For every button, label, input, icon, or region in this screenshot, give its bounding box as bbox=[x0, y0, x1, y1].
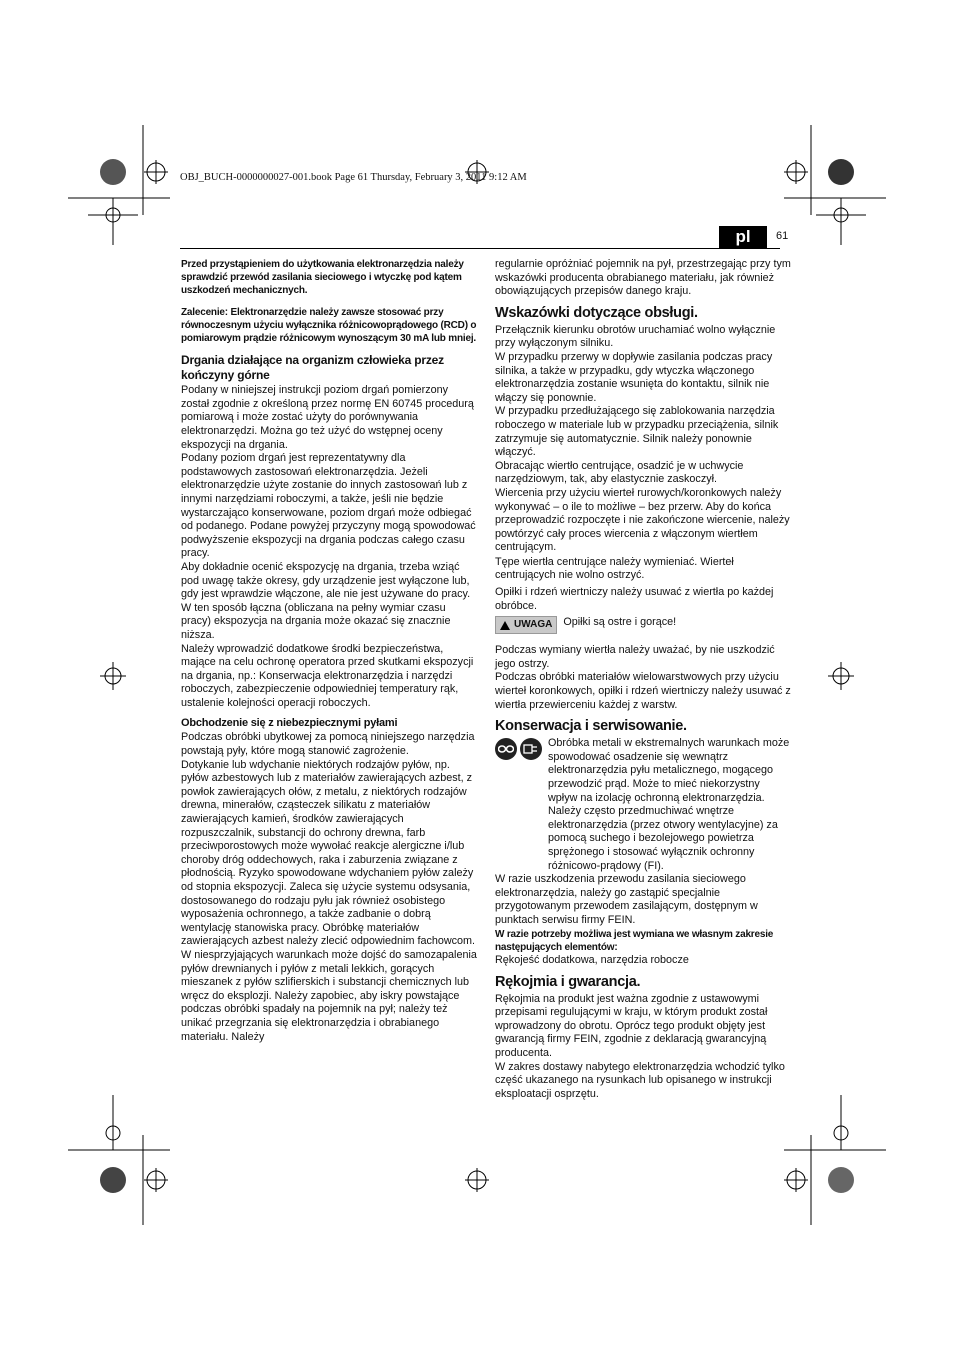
vibration-paragraph: Podany w niniejszej instrukcji poziom drgań pomierzony został zgodnie z określoną przez normę EN 60745 procedurą pomiarową i może zostać użyty do porównywania elektronarzędzi. Można go też użyć do wstępnej oceny ekspozycji na drgania. bbox=[181, 384, 474, 451]
operation-paragraph: Przełącznik kierunku obrotów uruchamiać wolno wyłącznie przy wyłączonym silniku. bbox=[495, 323, 776, 350]
operation-paragraph: Obracając wiertło centrujące, osadzić je w uchwycie narzędziowym, tak, aby elastycznie zaskoczył. bbox=[495, 459, 744, 486]
warning-text: Opiłki są ostre i gorące! bbox=[563, 616, 677, 629]
safety-note-cable: Przed przystąpieniem do użytkowania elektronarzędzia należy sprawdzić przewód zasilania sieciowego i wtyczkę pod kątem uszkodzeń mechanicznych. bbox=[181, 259, 464, 297]
heading-dust: Obchodzenie się z niebezpiecznymi pyłami bbox=[181, 717, 398, 730]
service-replaceable-parts: W razie potrzeby możliwa jest wymiana we własnym zakresie następujących elementów: bbox=[495, 928, 774, 953]
left-column bbox=[181, 258, 477, 1044]
warning-badge bbox=[495, 616, 557, 634]
eye-protection-icon bbox=[495, 738, 517, 760]
header-rule bbox=[180, 248, 780, 249]
service-parts-list: Rękojeść dodatkowa, narzędzia robocze bbox=[495, 953, 689, 966]
warning-label: UWAGA bbox=[514, 619, 553, 631]
dust-paragraph: W niesprzyjających warunkach może dojść do samozapalenia pyłów drewnianych i pyłów z metali lekkich, gorących mieszanek z pyłów szlifierskich i substancji chemicznych lub wręcz do eksplozji. Należy zapobiec, aby iskry powstające podczas obróbki spadały na pojemnik na pył; należy też unikać przegrzania się elektronarzędzia i obrabianego materiału. Należy bbox=[181, 948, 477, 1043]
warranty-paragraph: Rękojmia na produkt jest ważna zgodnie z ustawowymi przepisami regulującymi w kraju, w którym produkt został wprowadzony do obrotu. Oprócz tego produkt objęty jest gwarancją firmy FEIN, zgodnie z deklaracją gwarancyjną producenta. bbox=[495, 992, 768, 1059]
dust-paragraph: Podczas obróbki ubytkowej za pomocą niniejszego narzędzia powstają pyły, które mogą stanowić zagrożenie. bbox=[181, 731, 475, 758]
service-icon-row bbox=[495, 737, 791, 873]
vibration-paragraph: Należy wprowadzić dodatkowe środki bezpieczeństwa, mające na celu ochronę operatora przed skutkami ekspozycji na drgania, np.: Konserwacja elektronarzędzia i narzędzi roboczych, zabezpieczenie odpowiedniej temperatury rąk, ustalenie kolejności operacji roboczych. bbox=[181, 642, 474, 709]
heading-operation: Wskazówki dotyczące obsługi. bbox=[495, 304, 698, 321]
vibration-paragraph: Podany poziom drgań jest reprezentatywny dla podstawowych zastosowań elektronarzędzia. Jeżeli elektronarzędzie użyte zostanie do innych zastosowań lub z innymi narzędziami roboczymi, a także, jeśli nie będzie wystarczająco konserwowane, poziom drgań może odbiegać od podanego. Podane powyżej przyczyny mogą spowodować podwyższenie ekspozycji na drgania podczas całego czasu pracy. bbox=[181, 452, 476, 560]
warning-triangle-icon bbox=[500, 621, 510, 630]
print-header: OBJ_BUCH-0000000027-001.book Page 61 Thursday, February 3, 2011 9:12 AM bbox=[180, 172, 527, 183]
operation-paragraph: Wiercenia przy użyciu wierteł rurowych/koronkowych należy wykonywać – o ile to możliwe – bez przerw. Aby do końca przeprowadzić rozpoczęte i nie zakończone wiercenie, należy powtórzyć cały proces wiercenia z włączonym wiertłem centrującym. bbox=[495, 486, 790, 554]
safety-note-rcd: Zalecenie: Elektronarzędzie należy zawsze stosować przy równoczesnym użyciu wyłącznika różnicowoprądowego (RCD) o pomiarowym prądzie różnicowym wynoszącym 30 mA lub mniej. bbox=[181, 306, 477, 345]
warranty-paragraph: W zakres dostawy nabytego elektronarzędzia wchodzić tylko część ukazanego na rysunkach lub opisanego w instrukcji eksploatacji osprzętu. bbox=[495, 1060, 785, 1100]
operation-paragraph: Tępe wiertła centrujące należy wymieniać. Wierteł centrujących nie wolno ostrzyć. bbox=[495, 555, 734, 582]
warning-row bbox=[495, 616, 791, 634]
rcd-plug-icon bbox=[520, 738, 542, 760]
operation-paragraph: Podczas wymiany wiertła należy uważać, by nie uszkodzić jego ostrzy. bbox=[495, 644, 775, 670]
heading-service: Konserwacja i serwisowanie. bbox=[495, 718, 687, 735]
operation-paragraph: W przypadku przerwy w dopływie zasilania podczas pracy silnika, a także w przypadku, gdy wtyczka włączonego elektronarzędzia zostanie wsunięta do kontaktu, silnik nie włączy się ponownie. bbox=[495, 350, 773, 404]
vibration-paragraph: Aby dokładnie ocenić ekspozycję na drgania, trzeba wziąć pod uwagę także okresy, gdy urządzenie jest wyłączone lub, gdy jest wprawdzie włączone, ale nie jest używane do pracy. W ten sposób łączna (obliczana na pełny wymiar czasu pracy) ekspozycja na drgania może okazać się znacznie niższa. bbox=[181, 560, 471, 641]
service-paragraph: Obróbka metali w ekstremalnych warunkach może spowodować osadzenie się wewnątrz elektronarzędzia pyłu metalicznego, mogącego przewodzić prąd. Może to mieć niekorzystny wpływ na izolację ochronną elektronarzędzia. Należy często przedmuchiwać wnętrze elektronarzędzia (przez otwory wentylacyjne) za pomocą suchego i bezolejowego powietrza sprężonego i stosować wyłącznik ochronny różnicowo-prądowy (FI). bbox=[548, 737, 790, 872]
operation-paragraph: W przypadku przedłużającego się zablokowania narzędzia roboczego w materiale lub w przypadku przeciążenia, silnik zatrzymuje się automatycznie. Silnik należy ponownie włączyć. bbox=[495, 405, 779, 459]
operation-paragraph: Podczas obróbki materiałów wielowarstwowych przy użyciu wierteł koronkowych, opiłki i rdzeń wiertniczy należy usuwać z wiertła przewierceniu każdej z warstw. bbox=[495, 671, 791, 711]
operation-paragraph: Opiłki i rdzeń wiertniczy należy usuwać z wiertła po każdej obróbce. bbox=[495, 586, 774, 612]
dust-continuation: regularnie opróżniać pojemnik na pył, przestrzegając przy tym wskazówki producenta obrabianego materiału, jak również obowiązujących przepisów danego kraju. bbox=[495, 258, 791, 298]
heading-vibration: Drgania działające na organizm człowieka przez kończyny górne bbox=[181, 353, 444, 382]
heading-warranty: Rękojmia i gwarancja. bbox=[495, 973, 641, 990]
language-badge: pl bbox=[719, 226, 767, 248]
right-column bbox=[495, 258, 791, 1101]
page-number: 61 bbox=[776, 230, 789, 242]
service-paragraph: W razie uszkodzenia przewodu zasilania sieciowego elektronarzędzia, należy go zastąpić specjalnie przygotowanym przewodem zasilającym, dostępnym w punktach serwisu firmy FEIN. bbox=[495, 873, 758, 926]
dust-paragraph: Dotykanie lub wdychanie niektórych rodzajów pyłów, np. pyłów azbestowych lub z materiałów zawierających azbest, z powłok zawierających ołów, z metalu, z niektórych rodzajów drewna, minerałów, cząsteczek silikatu z materiałów zawierających kamień, środków zawierających rozpuszczalnik, substancji do ochrony drewna, farb przeciwporostowych może wywołać reakcje alergiczne i/lub choroby dróg oddechowych, raka i zaburzenia związane z płodnością. Ryzyko spowodowane wdychaniem pyłów zależy od stopnia ekspozycji. Zaleca się użycie systemu odsysania, dostosowanego do rodzaju pyłu jak również osobistego wyposażenia ochronnego, a także zadbanie o dobrą wentylację stanowiska pracy. Obróbkę materiałów zawierających azbest należy zlecić odpowiednim fachowcom. bbox=[181, 758, 476, 948]
